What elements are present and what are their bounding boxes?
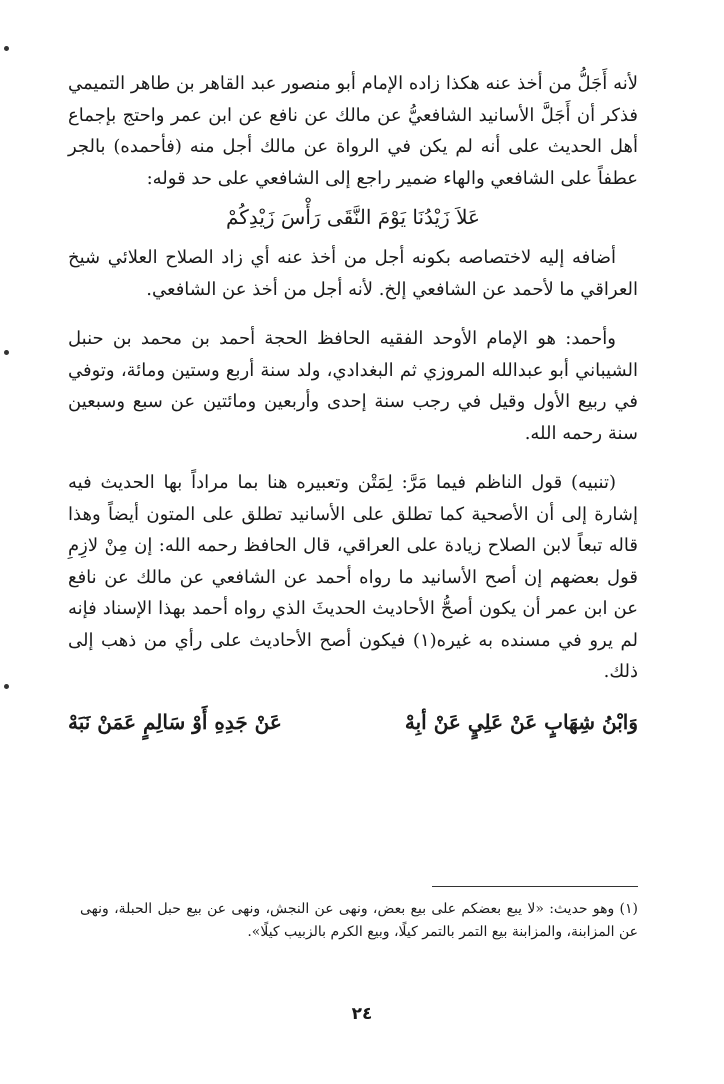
page-edge-mark xyxy=(4,684,9,689)
poem-right-hemistich: وَابْنُ شِهَابٍ عَنْ عَلِيٍ عَنْ أبِهْ xyxy=(404,709,638,734)
paragraph-2: أضافه إليه لاختصاصه بكونه أجل من أخذ عنه أي زاد الصلاح العلائي شيخ العراقي ما لأحمد عن الشافعي إلخ. لأنه أجل من أخذ عن الشافعي. xyxy=(68,247,638,300)
page-edge-mark xyxy=(4,350,9,355)
poem-left-hemistich: عَنْ جَدِهِ أَوْ سَالِمٍ عَمَنْ نَبَهْ xyxy=(68,709,282,734)
poetry-verse: عَلاَ زَيْدُنَا يَوْمَ النَّقَى رَأْسَ زَيْدِكُمْ xyxy=(226,205,480,229)
paragraph-1: لأنه أَجَلُّ من أخذ عنه هكذا زاده الإمام أبو منصور عبد القاهر بن طاهر التميمي فذكر أن أَجَلَّ الأسانيد الشافعيُّ عن مالك عن نافع عن ابن عمر واحتج بإجماع أهل الحديث على أنه لم يكن في الرواة عن مالك أجل منه (فأحمده) بالجر عطفاً على الشافعي والهاء ضمير راجع إلى الشافعي على حد قوله: xyxy=(68,73,638,189)
paragraph-3: وأحمد: هو الإمام الأوحد الفقيه الحافظ الحجة أحمد بن محمد بن حنبل الشيباني أبو عبدالله المروزي ثم البغدادي، ولد سنة أربع وستين ومائة، وتوفي في ربيع الأول وقيل في رجب سنة إحدى وأربعين ومائتين عن سبع وسبعين سنة رحمه الله. xyxy=(68,328,638,444)
page-number: ٢٤ xyxy=(351,1004,373,1024)
footnote-separator xyxy=(432,886,638,887)
page-edge-mark xyxy=(4,46,9,51)
poem-line xyxy=(68,706,638,738)
page-body xyxy=(68,68,638,738)
footnote: (١) وهو حديث: «لا يبع بعضكم على بيع بعض، ونهى عن النجش، ونهى عن بيع حبل الحبلة، ونهى عن المزابنة، والمزابنة بيع التمر بالتمر كيلًا، وبيع الكرم بالزبيب كيلًا». xyxy=(80,901,638,940)
paragraph-4: (تنبيه) قول الناظم فيما مَرَّ: لِمَتْن وتعبيره هنا بما مراداً بها الحديث فيه إشارة إلى أن الأصحية كما تطلق على الأسانيد تطلق على المتون أيضاً وهذا قاله تبعاً لابن الصلاح زيادة على العراقي، قال الحافظ رحمه الله: إن مِنْ لازِمِ قول بعضهم إن أصح الأسانيد ما رواه أحمد عن الشافعي عن مالك عن نافع عن ابن عمر أن يكون أصحُّ الأحاديث الحديثَ الذي رواه أحمد بهذا الإسناد فإنه لم يرو في مسنده به غيره(١) فيكون أصح الأحاديث على رأي من ذهب إلى ذلك. xyxy=(68,472,638,682)
